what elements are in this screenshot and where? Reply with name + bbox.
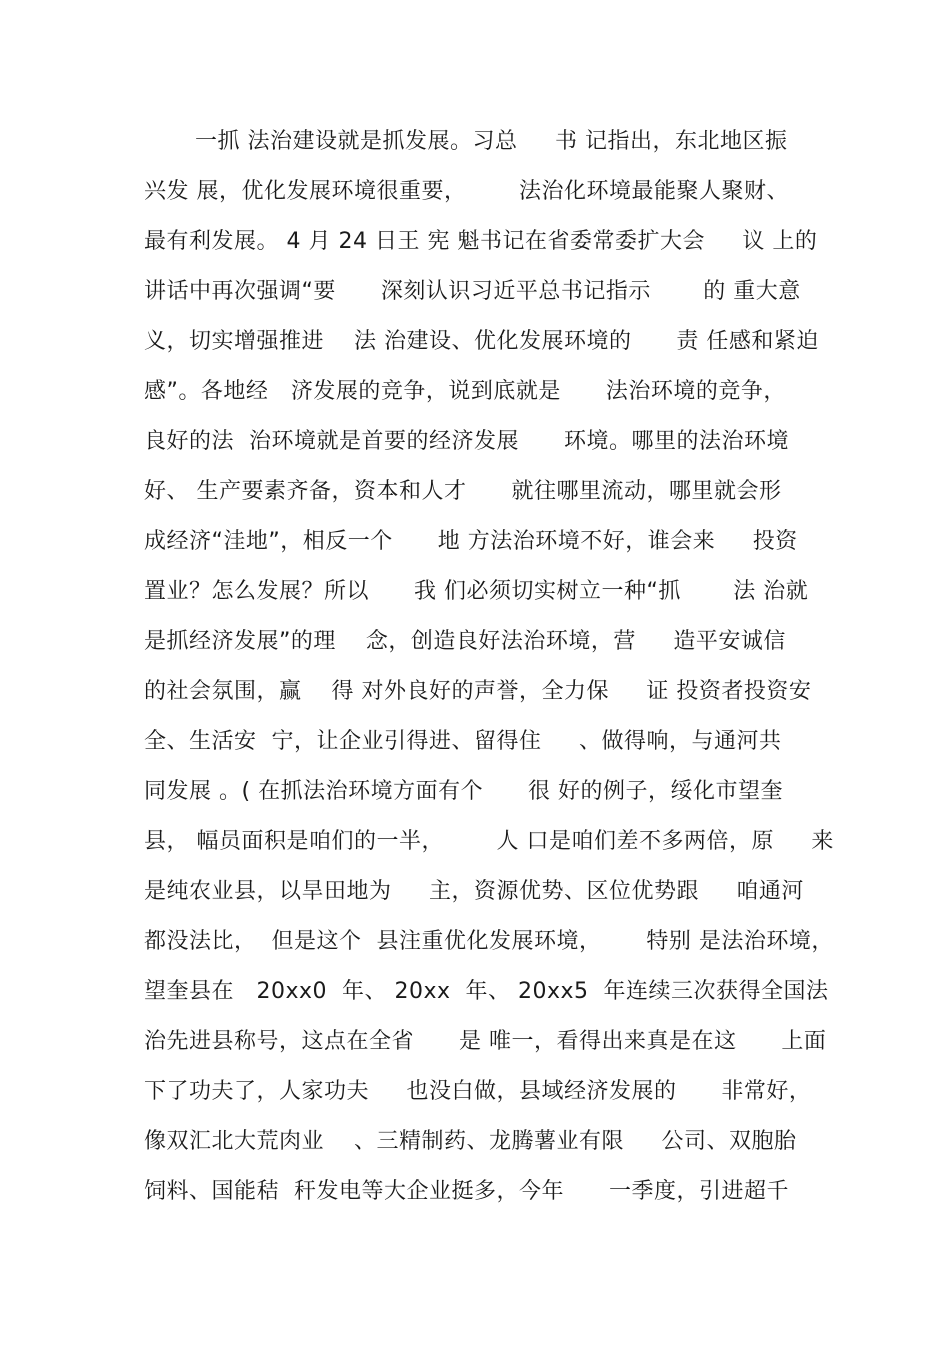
text-line: 治先进县称号，这点在全省 是 唯一，看得出来真是在这 上面: [144, 1029, 827, 1054]
text-line: 都没法比， 但是这个 县注重优化发展环境， 特别 是法治环境，: [144, 929, 834, 954]
text-line: 像双汇北大荒肉业 、三精制药、龙腾薯业有限 公司、双胞胎: [144, 1129, 797, 1154]
text-line: 同发展 。( 在抓法治环境方面有个 很 好的例子，绥化市望奎: [144, 779, 784, 804]
text-line: 是纯农业县，以旱田地为 主，资源优势、区位优势跟 咱通河: [144, 879, 804, 904]
text-line: 感”。各地经 济发展的竞争，说到底就是 法治环境的竞争，: [144, 379, 786, 404]
text-line: 饲料、国能秸 秆发电等大企业挺多，今年 一季度，引进超千: [144, 1179, 789, 1204]
text-line: 兴发 展，优化发展环境很重要， 法治化环境最能聚人聚财、: [144, 179, 789, 204]
text-line: 良好的法 治环境就是首要的经济发展 环境。哪里的法治环境: [144, 429, 789, 454]
text-line: 下了功夫了，人家功夫 也没白做，县域经济发展的 非常好，: [144, 1079, 812, 1104]
text-line: 是抓经济发展”的理 念，创造良好法治环境，营 造平安诚信: [144, 629, 786, 654]
text-line: 一抓 法治建设就是抓发展。习总 书 记指出，东北地区振: [195, 129, 788, 154]
text-line: 的社会氛围，赢 得 对外良好的声誉，全力保 证 投资者投资安: [144, 679, 812, 704]
text-line: 成经济“洼地”，相反一个 地 方法治环境不好，谁会来 投资: [144, 529, 798, 554]
text-line: 最有利发展。 4 月 24 日王 宪 魁书记在省委常委扩大会 议 上的: [144, 229, 818, 254]
text-line: 县， 幅员面积是咱们的一半， 人 口是咱们差不多两倍，原 来: [144, 829, 834, 854]
text-line: 全、生活安 宁，让企业引得进、留得住 、做得响，与通河共: [144, 729, 782, 754]
text-line: 置业？怎么发展？所以 我 们必须切实树立一种“抓 法 治就: [144, 579, 809, 604]
text-line: 讲话中再次强调“要 深刻认识习近平总书记指示 的 重大意: [144, 279, 801, 304]
text-line: 望奎县在 20xx0 年、 20xx 年、 20xx5 年连续三次获得全国法: [144, 979, 829, 1004]
text-line: 义，切实增强推进 法 治建设、优化发展环境的 责 任感和紧迫: [144, 329, 819, 354]
text-line: 好、 生产要素齐备，资本和人才 就往哪里流动，哪里就会形: [144, 479, 782, 504]
